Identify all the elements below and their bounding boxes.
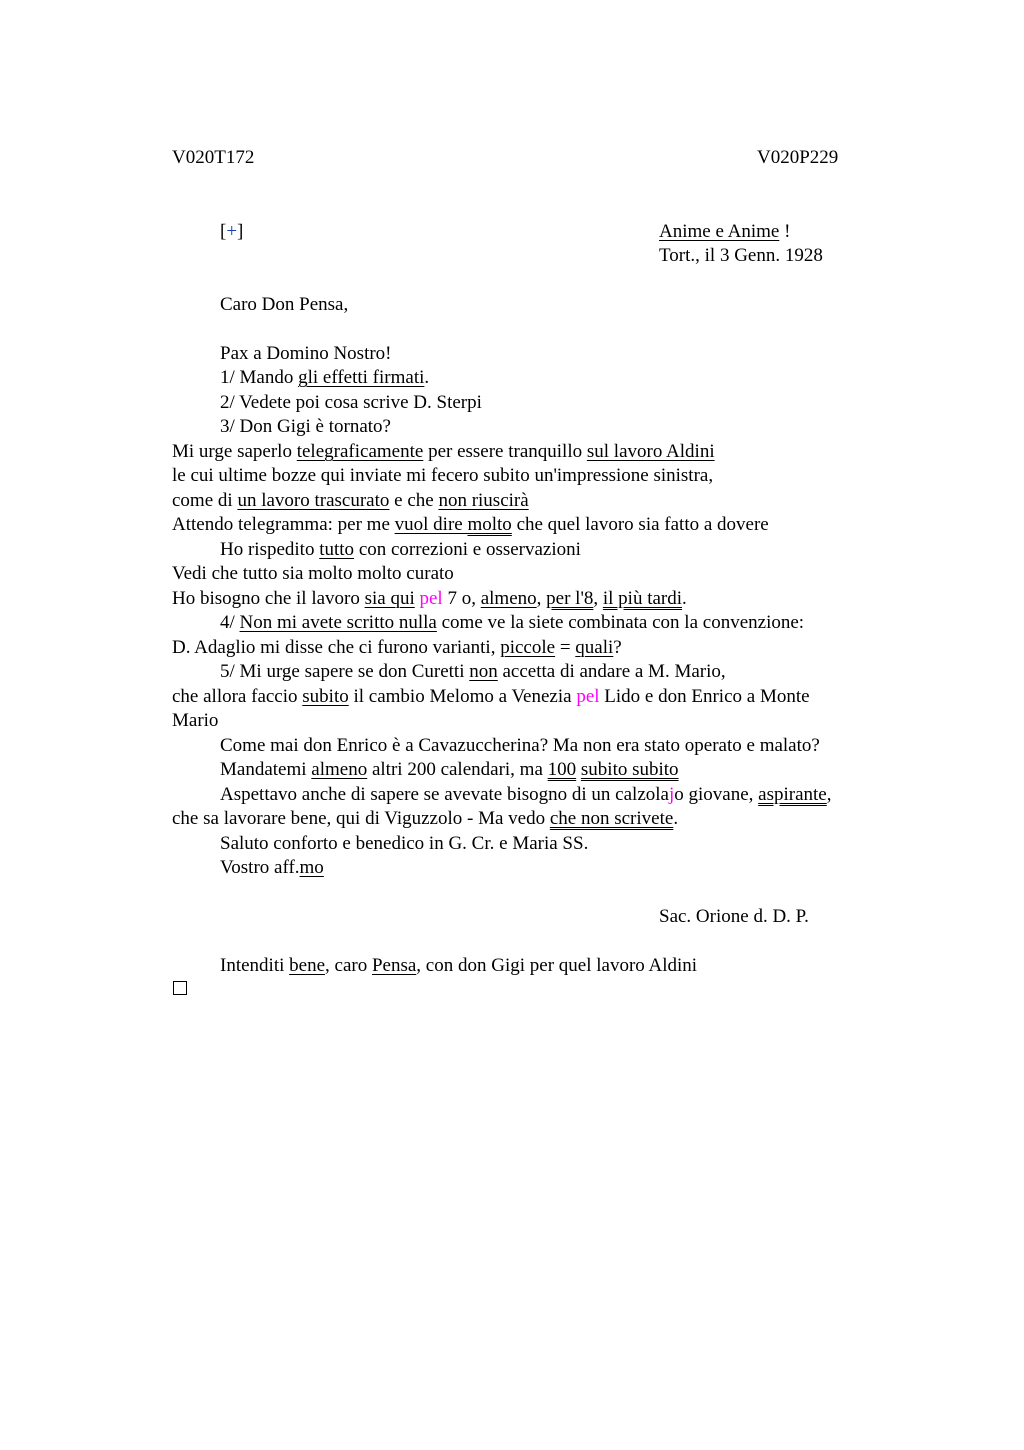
closing: Vostro aff.mo (220, 857, 324, 878)
cross-icon: + (226, 221, 238, 242)
letter-motto: Anime e Anime ! (659, 221, 791, 242)
body-line-9: Ho rispedito tutto con correzioni e osservazioni (220, 539, 581, 560)
cross-mark: [+] (220, 221, 244, 242)
body-line-11: Ho bisogno che il lavoro sia qui pel 7 o, almeno, per l'8, il più tardi. (172, 588, 687, 609)
salutation: Caro Don Pensa, (220, 294, 349, 315)
body-line-14: 5/ Mi urge sapere se don Curetti non accetta di andare a M. Mario, (220, 661, 726, 682)
body-line-17: Come mai don Enrico è a Cavazuccherina? Ma non era stato operato e malato? (220, 735, 820, 756)
postscript: Intenditi bene, caro Pensa, con don Gigi per quel lavoro Aldini (220, 955, 698, 976)
body-line-4: 3/ Don Gigi è tornato? (220, 416, 391, 437)
body-line-19: Aspettavo anche di sapere se avevate bisogno di un calzolajo giovane, aspirante, (220, 784, 832, 805)
body-line-10: Vedi che tutto sia molto molto curato (172, 563, 454, 584)
body-line-12: 4/ Non mi avete scritto nulla come ve la siete combinata con la convenzione: (220, 612, 805, 633)
end-marker-box-icon (173, 981, 187, 995)
body-line-21: Saluto conforto e benedico in G. Cr. e Maria SS. (220, 833, 589, 854)
document-code-left: V020T172 (172, 147, 255, 168)
body-line-16: Mario (172, 710, 219, 731)
body-line-20: che sa lavorare bene, qui di Viguzzolo - Ma vedo che non scrivete. (172, 808, 679, 829)
signature: Sac. Orione d. D. P. (659, 906, 809, 927)
body-line-6: le cui ultime bozze qui inviate mi fecero subito un'impressione sinistra, (172, 465, 714, 486)
body-line-3: 2/ Vedete poi cosa scrive D. Sterpi (220, 392, 482, 413)
body-line-5: Mi urge saperlo telegraficamente per essere tranquillo sul lavoro Aldini (172, 441, 715, 462)
document-code-right: V020P229 (757, 147, 839, 168)
body-line-2: 1/ Mando gli effetti firmati. (220, 367, 430, 388)
letter-date: Tort., il 3 Genn. 1928 (659, 245, 823, 266)
body-line-1: Pax a Domino Nostro! (220, 343, 392, 364)
body-line-13: D. Adaglio mi disse che ci furono varianti, piccole = quali? (172, 637, 622, 658)
body-line-8: Attendo telegramma: per me vuol dire molto che quel lavoro sia fatto a dovere (172, 514, 769, 535)
body-line-18: Mandatemi almeno altri 200 calendari, ma 100 subito subito (220, 759, 679, 780)
body-line-15: che allora faccio subito il cambio Melomo a Venezia pel Lido e don Enrico a Monte (172, 686, 810, 707)
body-line-7: come di un lavoro trascurato e che non riuscirà (172, 490, 529, 511)
